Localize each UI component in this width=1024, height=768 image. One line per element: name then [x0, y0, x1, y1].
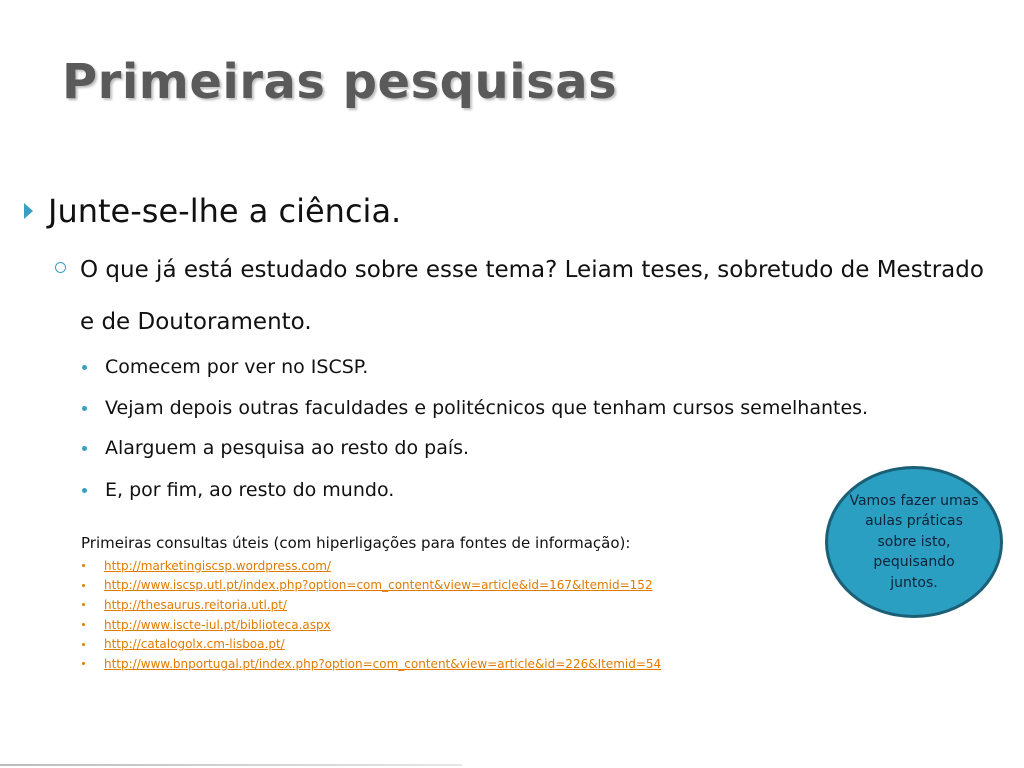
- dot-bullet-icon: [82, 446, 87, 451]
- references-heading: Primeiras consultas úteis (com hiperligações para fontes de informação):: [81, 534, 631, 552]
- reference-link[interactable]: http://catalogolx.cm-lisboa.pt/: [104, 637, 285, 652]
- callout-circle: [825, 466, 1003, 618]
- triangle-arrow-icon: [24, 203, 33, 219]
- bullet-level3-text: E, por fim, ao resto do mundo.: [105, 479, 395, 501]
- dot-bullet-icon: [82, 365, 87, 370]
- reference-link[interactable]: http://www.bnportugal.pt/index.php?option=com_content&view=article&id=226&Itemid=54: [104, 656, 662, 671]
- reference-links-list: [82, 556, 661, 674]
- dot-bullet-icon: [82, 603, 85, 606]
- reference-link-item: [82, 615, 661, 635]
- bullet-level2-text: O que já está estudado sobre esse tema? Leiam teses, sobretudo de Mestrado e de Doutoramento.: [80, 257, 984, 335]
- bullet-level1: [24, 188, 401, 234]
- dot-bullet-icon: [82, 406, 87, 411]
- reference-link-item: [82, 595, 661, 615]
- dot-bullet-icon: [82, 662, 85, 665]
- bullet-level3-item: [82, 353, 368, 381]
- callout-text: Vamos fazer umas aulas práticas sobre isto, pequisando juntos.: [849, 492, 979, 591]
- dot-bullet-icon: [82, 564, 85, 567]
- reference-link[interactable]: http://thesaurus.reitoria.utl.pt/: [104, 597, 287, 612]
- bullet-level3-text: Alarguem a pesquisa ao resto do país.: [105, 437, 470, 459]
- reference-link-item: [82, 654, 661, 674]
- reference-link-item: [82, 634, 661, 654]
- bullet-level3-item: [82, 476, 394, 504]
- dot-bullet-icon: [82, 643, 85, 646]
- bullet-level2: [55, 250, 990, 348]
- reference-link-item: [82, 576, 661, 596]
- ring-bullet-icon: [55, 262, 66, 273]
- reference-link-item: [82, 556, 661, 576]
- bottom-divider: [0, 764, 462, 766]
- reference-link[interactable]: http://www.iscte-iul.pt/biblioteca.aspx: [104, 617, 331, 632]
- bullet-level1-text: Junte-se-lhe a ciência.: [48, 192, 402, 230]
- bullet-level3-text: Comecem por ver no ISCSP.: [105, 356, 369, 378]
- bullet-level3-item: [82, 434, 469, 462]
- bullet-level3-item: [82, 394, 868, 422]
- dot-bullet-icon: [82, 488, 87, 493]
- dot-bullet-icon: [82, 623, 85, 626]
- slide-title: Primeiras pesquisas: [62, 54, 618, 110]
- bullet-level3-text: Vejam depois outras faculdades e politécnicos que tenham cursos semelhantes.: [105, 397, 869, 419]
- reference-link[interactable]: http://www.iscsp.utl.pt/index.php?option=com_content&view=article&id=167&Itemid=152: [104, 578, 653, 593]
- reference-link[interactable]: http://marketingiscsp.wordpress.com/: [104, 558, 331, 573]
- dot-bullet-icon: [82, 584, 85, 587]
